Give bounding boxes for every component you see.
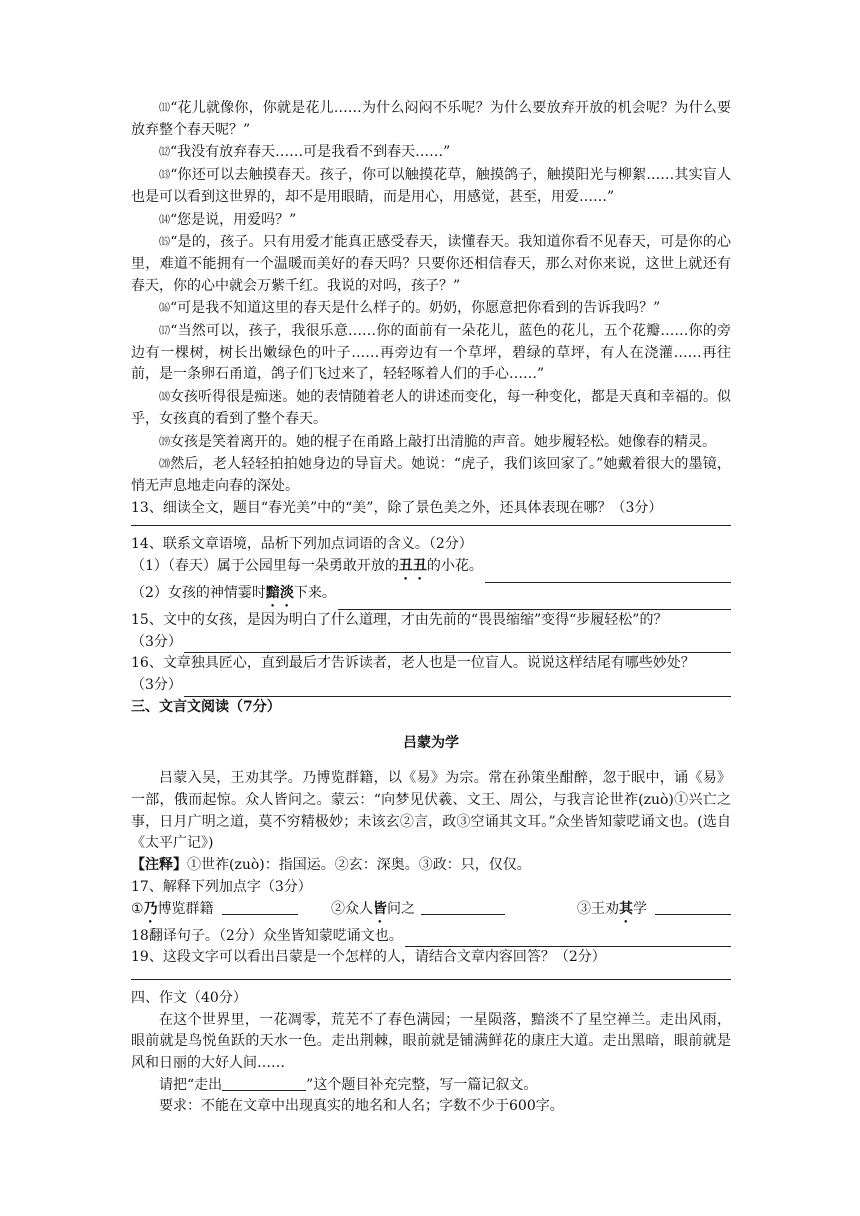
- paragraph-text: “你还可以去触摸春天。孩子，你可以触摸花草，触摸鸽子，触摸阳光与柳絮……其实盲人也是可以看到这世界的，却不是用眼睛，而是用心，用感觉，甚至，用爱……”: [131, 167, 732, 205]
- paragraph-text: 女孩听得很是痴迷。她的表情随着老人的讲述而变化，每一种变化，都是天真和幸福的。似乎，女孩真的看到了整个春天。: [131, 389, 732, 427]
- score-label: （3分）: [131, 677, 182, 694]
- answer-line-18[interactable]: [405, 930, 731, 947]
- paragraph-number: ⒇: [159, 457, 171, 471]
- essay-intro: 在这个世界里，一花凋零，荒芜不了春色满园；一星陨落，黯淡不了星空禅兰。走出风雨，眼前就是鸟悦鱼跃的天水一色。走出荆棘，眼前就是铺满鲜花的康庄大道。走出黑暗，眼前就是风和日丽的大好人间……: [131, 1011, 731, 1072]
- answer-line-14-1[interactable]: [485, 566, 731, 583]
- paragraph-number: ⑾: [159, 101, 171, 114]
- answer-line-17-2[interactable]: [421, 900, 505, 915]
- paragraph-number: ⒀: [159, 168, 171, 182]
- paragraph-16: [131, 297, 731, 320]
- paragraph-text: “是的，孩子。只有用爱才能真正感受春天，读懂春天。我知道你看不见春天，可是你的心里，难道不能拥有一个温暖而美好的春天吗？只要你还相信春天，那么对你来说，这世上就还有春天，你的心中就会万紫千红。我说的对吗，孩子？”: [131, 234, 732, 294]
- paragraph-20: [131, 453, 731, 497]
- question-15-answer-row: [131, 632, 731, 654]
- question-14-1: [131, 556, 731, 583]
- question-18-text: 18翻译句子。（2分）众坐皆知蒙呓诵文也。: [131, 927, 403, 944]
- answer-line-15[interactable]: [184, 636, 731, 653]
- dotted-word: 其: [619, 900, 633, 917]
- answer-line-17-3[interactable]: [655, 900, 731, 915]
- paragraph-number: ⒆: [159, 434, 170, 448]
- question-14-2: [131, 583, 731, 610]
- question-14-1-text: （1）（春天）属于公园里每一朵勇敢开放的丑丑的小花。: [131, 558, 483, 575]
- paragraph-text: “可是我不知道这里的春天是什么样子的。奶奶，你愿意把你看到的告诉我吗？”: [170, 300, 661, 317]
- question-17-item-3: ③王劝其学: [531, 899, 731, 926]
- question-19: 19、这段文字可以看出吕蒙是一个怎样的人，请结合文章内容回答？（2分）: [131, 949, 606, 966]
- answer-line-19[interactable]: [131, 979, 731, 980]
- passage-title: 吕蒙为学: [403, 734, 459, 751]
- paragraph-number: ⒃: [159, 301, 170, 315]
- section-4-heading: 四、作文（40分）: [131, 989, 247, 1006]
- paragraph-number: ⑿: [159, 145, 170, 159]
- dotted-word: 皆: [373, 900, 387, 917]
- dotted-word: 黯淡: [265, 585, 294, 602]
- question-17-item-2: ②众人皆问之: [331, 899, 531, 926]
- paragraph-text: 女孩是笑着离开的。她的棍子在甬路上敲打出清脆的声音。她步履轻松。她像春的精灵。: [170, 433, 716, 450]
- question-16-answer-row: [131, 675, 731, 697]
- question-17-item-1: ①乃博览群籍: [131, 899, 331, 926]
- score-label: （3分）: [131, 633, 182, 650]
- answer-line-16[interactable]: [184, 680, 731, 697]
- essay-prompt: 请把“走出 ”这个题目补充完整，写一篇记叙文。: [159, 1076, 538, 1093]
- paragraph-number: ⒅: [159, 390, 171, 404]
- question-17: 17、解释下列加点字（3分）: [131, 878, 312, 895]
- exam-page: [131, 97, 731, 1118]
- paragraph-text: 然后，老人轻轻拍拍她身边的导盲犬。她说：“虎子，我们该回家了。”她戴着很大的墨镜，悄无声息地走向春的深处。: [131, 456, 731, 494]
- annotation: [131, 855, 731, 877]
- annotation-label: 【注释】: [131, 857, 187, 874]
- paragraph-14: [131, 209, 731, 232]
- question-18: [131, 926, 731, 948]
- paragraph-13: [131, 164, 731, 208]
- paragraph-15: [131, 231, 731, 297]
- paragraph-text: “当然可以，孩子，我很乐意……你的面前有一朵花儿，蓝色的花儿，五个花瓣……你的旁边有一棵树，树长出嫩绿色的叶子……再旁边有一个草坪，碧绿的草坪，有人在浇灌……再往前，是一条卵石甬道，鸽子们飞过来了，轻轻啄着人们的手心……”: [131, 323, 732, 383]
- paragraph-19: [131, 431, 731, 454]
- paragraph-text: “花儿就像你，你就是花儿……为什么闷闷不乐呢？为什么要放弃开放的机会呢？为什么要放弃整个春天呢？”: [131, 100, 732, 138]
- classical-passage: 吕蒙入吴，王劝其学。乃博览群籍，以《易》为宗。常在孙策坐酣醉，忽于眠中，诵《易》一部，俄而起惊。众人皆问之。蒙云：“向梦见伏羲、文王、周公，与我言论世祚(zuò)①兴亡之事，日月广明之道，莫不穷精极妙；未该玄②言，政③空诵其文耳。”众坐皆知蒙呓诵文也。(选自《太平广记》): [131, 770, 731, 852]
- paragraph-18: [131, 386, 731, 430]
- section-3-heading: 三、文言文阅读（7分）: [131, 698, 281, 715]
- question-17-items: [131, 899, 731, 926]
- dotted-word: 丑丑: [398, 558, 427, 575]
- question-13: 13、细读全文，题目“春光美”中的“美”，除了景色美之外，还具体表现在哪？（3分）: [131, 499, 663, 516]
- essay-requirement: 要求：不能在文章中出现真实的地名和人名；字数不少于600字。: [159, 1098, 564, 1115]
- question-15: 15、文中的女孩，是因为明白了什么道理，才由先前的“畏畏缩缩”变得“步履轻松”的？: [131, 612, 668, 629]
- question-16: 16、文章独具匠心，直到最后才告诉读者，老人也是一位盲人。说说这样结尾有哪些妙处？: [131, 655, 695, 672]
- paragraph-number: ⒁: [159, 212, 170, 226]
- annotation-text: ①世祚(zuò)：指国运。②玄：深奥。③政：只，仅仅。: [187, 857, 531, 874]
- question-14: 14、联系文章语境，品析下列加点词语的含义。（2分）: [131, 536, 473, 553]
- question-14-2-text: （2）女孩的神情霎时黯淡下来。: [131, 585, 336, 602]
- answer-line-14-2[interactable]: [338, 593, 731, 610]
- paragraph-text: “我没有放弃春天……可是我看不到春天……”: [170, 144, 451, 161]
- paragraph-text: “您是说，用爱吗？”: [170, 211, 297, 228]
- paragraph-17: [131, 320, 731, 386]
- answer-line-13[interactable]: [131, 525, 731, 526]
- answer-line-17-1[interactable]: [222, 900, 298, 915]
- paragraph-12: [131, 141, 731, 164]
- title-blank[interactable]: [222, 1076, 306, 1091]
- paragraph-11: [131, 97, 731, 141]
- dotted-word: 乃: [143, 900, 158, 917]
- paragraph-number: ⒄: [159, 324, 171, 338]
- paragraph-number: ⒂: [159, 235, 171, 249]
